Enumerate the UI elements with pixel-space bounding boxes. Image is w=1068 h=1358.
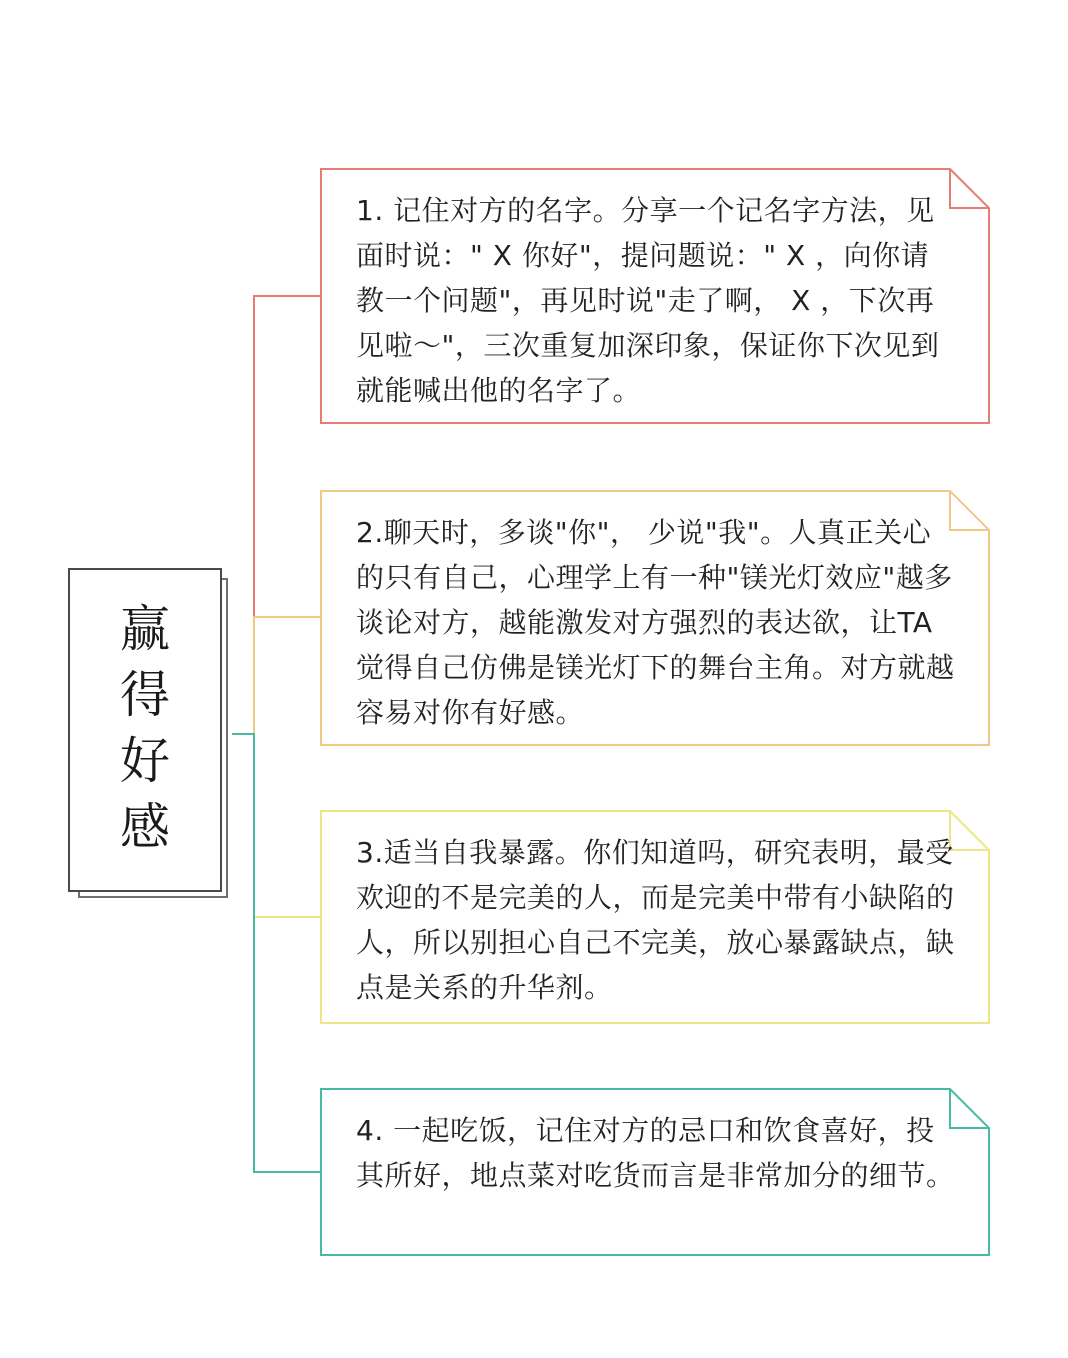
branch-card-3 bbox=[320, 810, 990, 1024]
connector-branch-3 bbox=[232, 734, 320, 917]
root-title: 赢得好感 bbox=[120, 600, 170, 856]
branch-text-4: 4. 一起吃饭，记住对方的忌口和饮食喜好，投其所好，地点菜对吃货而言是非常加分的细节。 bbox=[356, 1114, 955, 1192]
branch-card-1 bbox=[320, 168, 990, 424]
root-node bbox=[68, 568, 230, 902]
branch-text-3: 3.适当自我暴露。你们知道吗，研究表明，最受欢迎的不是完美的人，而是完美中带有小缺陷的人，所以别担心自己不完美，放心暴露缺点，缺点是关系的升华剂。 bbox=[356, 836, 955, 1004]
connector-branch-1 bbox=[232, 296, 320, 734]
connector-branch-4 bbox=[232, 734, 320, 1172]
branch-text-2: 2.聊天时，多谈"你"， 少说"我"。人真正关心的只有自己，心理学上有一种"镁光灯效应"越多谈论对方，越能激发对方强烈的表达欲，让TA觉得自己仿佛是镁光灯下的舞台主角。对方就越容易对你有好感。 bbox=[356, 516, 955, 729]
branch-card-4 bbox=[320, 1088, 990, 1256]
branch-text-1: 1. 记住对方的名字。分享一个记名字方法，见面时说：" X 你好"，提问题说：" X ，向你请教一个问题"，再见时说"走了啊， X ，下次再见啦～"，三次重复加深印象，保证你下次见到就能喊出他的名字了。 bbox=[356, 194, 940, 407]
root-node-box bbox=[68, 568, 222, 892]
connector-branch-2 bbox=[232, 617, 320, 734]
branch-card-2 bbox=[320, 490, 990, 746]
